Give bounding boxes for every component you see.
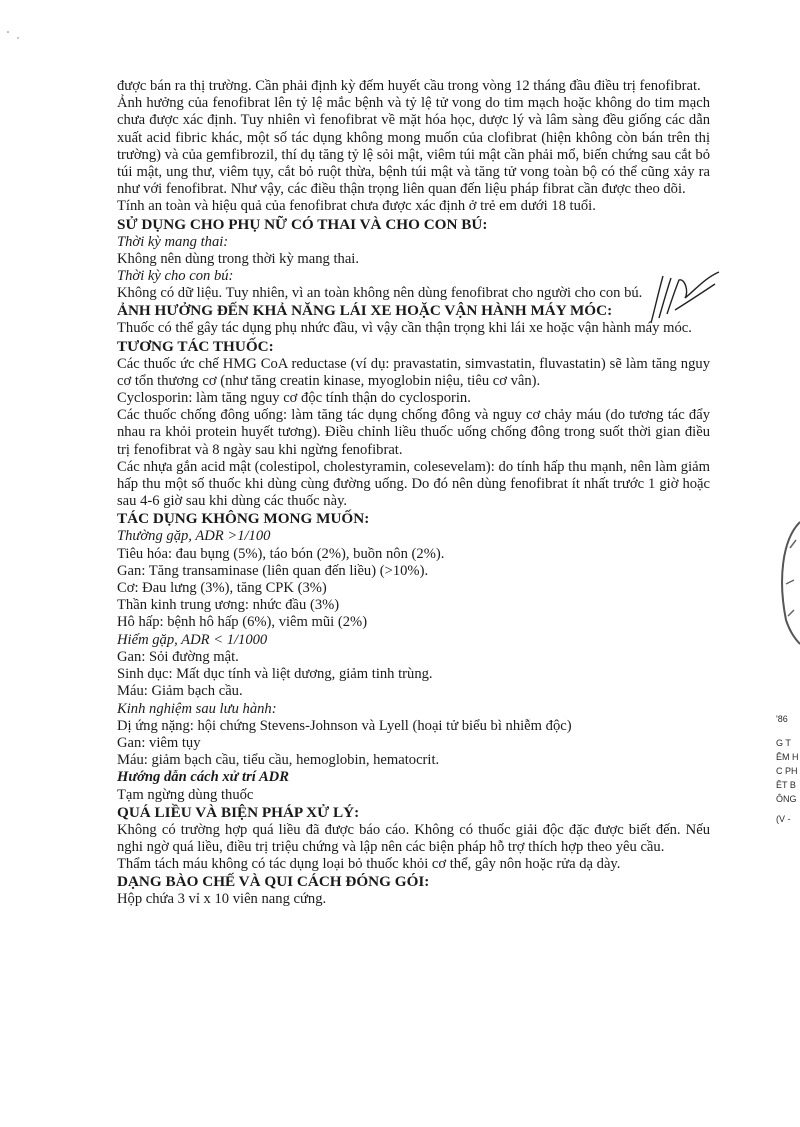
paragraph: Các nhựa gắn acid mật (colestipol, cholestyramin, colesevelam): do tính hấp thu mạnh, nên làm giảm hấp thu một số thuốc khi dùng cùng đường uống. Do đó nên dùng fenofibrat ít nhất trước 1 giờ hoặc sau 4-6 giờ sau khi dùng các thuốc này.	[117, 458, 710, 510]
side-fragment-line: G T	[776, 738, 791, 748]
side-fragment-line: '86	[776, 714, 788, 724]
paragraph: Cyclosporin: làm tăng nguy cơ độc tính thận do cyclosporin.	[117, 390, 471, 407]
paragraph: Dị ứng nặng: hội chứng Stevens-Johnson và Lyell (hoại tử biểu bì nhiễm độc)	[117, 717, 572, 734]
paragraph: Không có dữ liệu. Tuy nhiên, vì an toàn không nên dùng fenofibrat cho người cho con bú.	[117, 285, 643, 302]
side-fragment-line: ÊM H	[776, 752, 799, 762]
paragraph: Gan: Sỏi đường mật.	[117, 648, 239, 665]
side-fragment-line: ÊT B	[776, 780, 796, 790]
side-fragment-text	[776, 712, 800, 826]
handwritten-signature-icon	[645, 268, 725, 328]
paragraph: Tính an toàn và hiệu quả của fenofibrat chưa được xác định ở trẻ em dưới 18 tuổi.	[117, 198, 596, 215]
paragraph: được bán ra thị trường. Cần phải định kỳ đếm huyết cầu trong vòng 12 tháng đầu điều trị fenofibrat.	[117, 78, 701, 94]
section-heading: QUÁ LIỀU VÀ BIỆN PHÁP XỬ LÝ:	[117, 803, 360, 821]
paragraph: Gan: Tăng transaminase (liên quan đến liều) (>10%).	[117, 562, 429, 579]
subheading-italic: Thời kỳ cho con bú:	[117, 268, 234, 285]
paragraph: Hộp chứa 3 vỉ x 10 viên nang cứng.	[117, 891, 327, 908]
paragraph: Hô hấp: bệnh hô hấp (6%), viêm mũi (2%)	[117, 614, 368, 631]
bold-italic-heading: Hướng dẫn cách xử trí ADR	[117, 769, 289, 786]
scan-specks	[6, 30, 26, 55]
paragraph: Các thuốc ức chế HMG CoA reductase (ví dụ: pravastatin, simvastatin, fluvastatin) sẽ làm tăng nguy cơ tổn thương cơ (như tăng creatin kinase, myoglobin niệu, tiêu cơ vân).	[117, 355, 710, 389]
paragraph: Thuốc có thể gây tác dụng phụ nhức đầu, vì vậy cần thận trọng khi lái xe hoặc vận hành máy móc.	[117, 320, 692, 337]
stamp-partial	[772, 520, 800, 645]
section-heading: DẠNG BÀO CHẾ VÀ QUI CÁCH ĐÓNG GÓI:	[117, 873, 430, 891]
section-heading: TÁC DỤNG KHÔNG MONG MUỐN:	[117, 510, 370, 528]
subheading-italic: Thời kỳ mang thai:	[117, 233, 229, 250]
paragraph: Không nên dùng trong thời kỳ mang thai.	[117, 250, 360, 267]
document-body	[117, 78, 710, 909]
side-fragment-line: ÔNG	[776, 794, 797, 804]
paragraph: Thần kinh trung ương: nhức đầu (3%)	[117, 597, 340, 614]
paragraph: Tạm ngừng dùng thuốc	[117, 786, 254, 803]
paragraph: Tiêu hóa: đau bụng (5%), táo bón (2%), buồn nôn (2%).	[117, 545, 445, 562]
paragraph: Sinh dục: Mất dục tính và liệt dương, giảm tinh trùng.	[117, 666, 433, 683]
subheading-italic: Hiếm gặp, ADR < 1/1000	[117, 631, 268, 648]
section-heading: TƯƠNG TÁC THUỐC:	[117, 337, 274, 355]
subheading-italic: Kinh nghiệm sau lưu hành:	[117, 700, 277, 717]
paragraph: Không có trường hợp quá liều đã được báo cáo. Không có thuốc giải độc đặc được biết đến. Nếu nghi ngờ quá liều, điều trị triệu chứng và lập nên các biện pháp hỗ trợ thích hợp theo yêu cầu.	[117, 821, 710, 855]
seal-stamp-icon	[772, 520, 800, 645]
section-heading: SỬ DỤNG CHO PHỤ NỮ CÓ THAI VÀ CHO CON BÚ:	[117, 215, 488, 233]
paragraph: Các thuốc chống đông uống: làm tăng tác dụng chống đông và nguy cơ chảy máu (do tương tác đẩy nhau ra khỏi protein huyết tương). Điều chỉnh liều thuốc uống chống đông trong suốt thời gian điều trị fenofibrat và 8 ngày sau khi ngừng fenofibrat.	[117, 407, 710, 458]
side-fragment-line: (V -	[776, 814, 791, 824]
speck-marks	[6, 30, 26, 50]
paragraph: Gan: viêm tụy	[117, 734, 201, 751]
paragraph: Ảnh hưởng của fenofibrat lên tỷ lệ mắc bệnh và tỷ lệ tử vong do tim mạch hoặc không do tim mạch chưa được xác định. Tuy nhiên vì fenofibrat về mặt hóa học, dược lý và lâm sàng đều giống các dẫn xuất acid fibric khác, một số tác dụng không mong muốn của clofibrat (hiện không còn bán trên thị trường) và của gemfibrozil, thí dụ tăng tỷ lệ sỏi mật, viêm túi mật cần phải mổ, biến chứng sau cắt bỏ túi mật, ung thư, viêm tụy, cắt bỏ ruột thừa, bệnh túi mật và tăng tử vong toàn bộ có thể cũng xảy ra như với fenofibrat. Như vậy, các điều thận trọng liên quan đến liệu pháp fibrat cần được theo dõi.	[117, 95, 710, 198]
side-fragment-line: C PH	[776, 766, 798, 776]
paragraph: Cơ: Đau lưng (3%), tăng CPK (3%)	[117, 580, 327, 597]
subheading-italic: Thường gặp, ADR >1/100	[117, 528, 271, 545]
paragraph: Thẩm tách máu không có tác dụng loại bỏ thuốc khỏi cơ thể, gây nôn hoặc rửa dạ dày.	[117, 856, 621, 873]
paragraph: Máu: giảm bạch cầu, tiểu cầu, hemoglobin, hematocrit.	[117, 752, 440, 769]
paragraph: Máu: Giảm bạch cầu.	[117, 683, 243, 700]
section-heading: ẢNH HƯỞNG ĐẾN KHẢ NĂNG LÁI XE HOẶC VẬN HÀNH MÁY MÓC:	[117, 302, 613, 320]
signature-mark	[645, 268, 725, 333]
